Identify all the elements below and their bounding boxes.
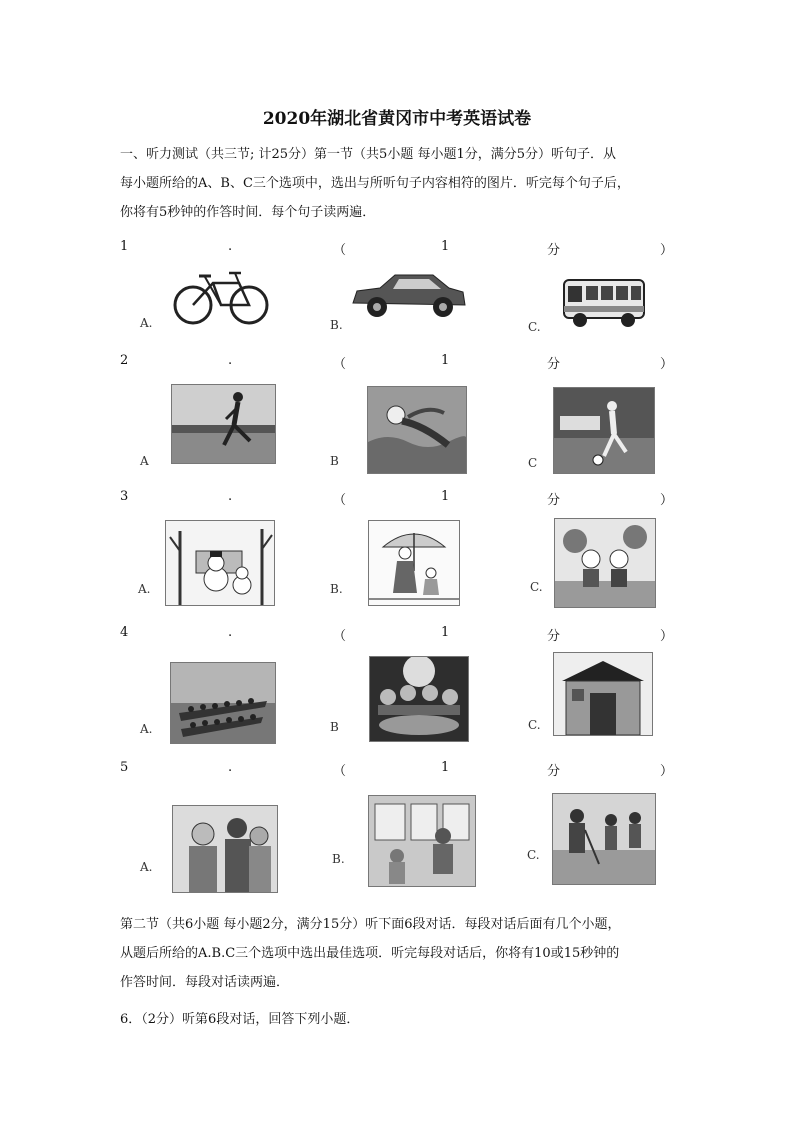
- right-paren: ）: [660, 629, 674, 644]
- score-unit: 分: [547, 243, 561, 258]
- option-label-b: B.: [330, 318, 343, 332]
- family-dinner-icon[interactable]: [369, 656, 469, 742]
- bus-icon[interactable]: [560, 270, 650, 330]
- score: 1: [441, 239, 450, 254]
- option-label-b: B: [330, 720, 339, 734]
- score: 1: [441, 489, 450, 504]
- right-paren: ）: [660, 764, 674, 779]
- question-4-row: [120, 625, 680, 645]
- option-label-c: C.: [528, 320, 541, 334]
- question-6-heading: 6．（2分）听第6段对话，回答下列小题．: [120, 1012, 360, 1027]
- classroom-icon[interactable]: [368, 795, 476, 887]
- option-label-a: A.: [140, 722, 153, 736]
- question-number: 1: [120, 239, 129, 254]
- option-label-a: A.: [138, 582, 151, 596]
- question-3-row: [120, 489, 680, 509]
- page-title: 2020年湖北省黄冈市中考英语试卷: [262, 109, 532, 129]
- score-unit: 分: [547, 493, 561, 508]
- right-paren: ）: [660, 357, 674, 372]
- score: 1: [441, 353, 450, 368]
- soccer-icon[interactable]: [553, 387, 655, 474]
- running-icon[interactable]: [171, 384, 276, 464]
- section1-line1: 一、听力测试（共三节; 计25分）第一节（共5小题 每小题1分，满分5分）听句子．从: [120, 147, 617, 162]
- option-label-a: A: [140, 454, 149, 468]
- house-icon[interactable]: [553, 652, 653, 736]
- question-dot: .: [228, 760, 233, 775]
- option-label-b: B.: [330, 582, 343, 596]
- left-paren: （: [333, 629, 347, 644]
- question-dot: .: [228, 625, 233, 640]
- question-dot: .: [228, 239, 233, 254]
- question-2-row: [120, 353, 680, 373]
- question-dot: .: [228, 353, 233, 368]
- section1-line3: 你将有5秒钟的作答时间．每个句子读两遍．: [120, 205, 376, 220]
- left-paren: （: [333, 493, 347, 508]
- bicycle-icon[interactable]: [165, 265, 275, 330]
- score-unit: 分: [547, 357, 561, 372]
- section1-line2: 每小题所给的A、B、C三个选项中，选出与所听句子内容相符的图片．听完每个句子后，: [120, 176, 630, 191]
- dragon-boat-icon[interactable]: [170, 662, 276, 744]
- section2-line1: 第二节（共6小题 每小题2分，满分15分）听下面6段对话．每段对话后面有几个小题，: [120, 917, 621, 932]
- question-number: 2: [120, 353, 129, 368]
- left-paren: （: [333, 764, 347, 779]
- option-label-b: B: [330, 454, 339, 468]
- option-label-c: C: [528, 456, 538, 470]
- car-icon[interactable]: [345, 263, 470, 323]
- elderly-help-icon[interactable]: [172, 805, 278, 893]
- right-paren: ）: [660, 493, 674, 508]
- option-label-a: A.: [140, 316, 153, 330]
- snowman-icon[interactable]: [165, 520, 275, 606]
- question-number: 5: [120, 760, 129, 775]
- question-1-row: [120, 239, 680, 259]
- option-label-c: C.: [527, 848, 540, 862]
- option-label-b: B.: [332, 852, 345, 866]
- sweeping-icon[interactable]: [552, 793, 656, 885]
- score: 1: [441, 625, 450, 640]
- score-unit: 分: [547, 629, 561, 644]
- question-5-row: [120, 760, 680, 780]
- swimming-icon[interactable]: [367, 386, 467, 474]
- kids-icon[interactable]: [554, 518, 656, 608]
- question-number: 4: [120, 625, 129, 640]
- question-number: 3: [120, 489, 129, 504]
- question-dot: .: [228, 489, 233, 504]
- umbrella-icon[interactable]: [368, 520, 460, 606]
- left-paren: （: [333, 243, 347, 258]
- section1-instructions: [120, 140, 680, 227]
- option-label-c: C.: [530, 580, 543, 594]
- option-label-a: A.: [140, 860, 153, 874]
- right-paren: ）: [660, 243, 674, 258]
- left-paren: （: [333, 357, 347, 372]
- score-unit: 分: [547, 764, 561, 779]
- section2-instructions: [120, 910, 680, 997]
- section2-line3: 作答时间．每段对话读两遍．: [120, 975, 290, 990]
- score: 1: [441, 760, 450, 775]
- section2-line2: 从题后所给的A.B.C三个选项中选出最佳选项．听完每段对话后，你将有10或15秒钟的: [120, 946, 620, 961]
- option-label-c: C.: [528, 718, 541, 732]
